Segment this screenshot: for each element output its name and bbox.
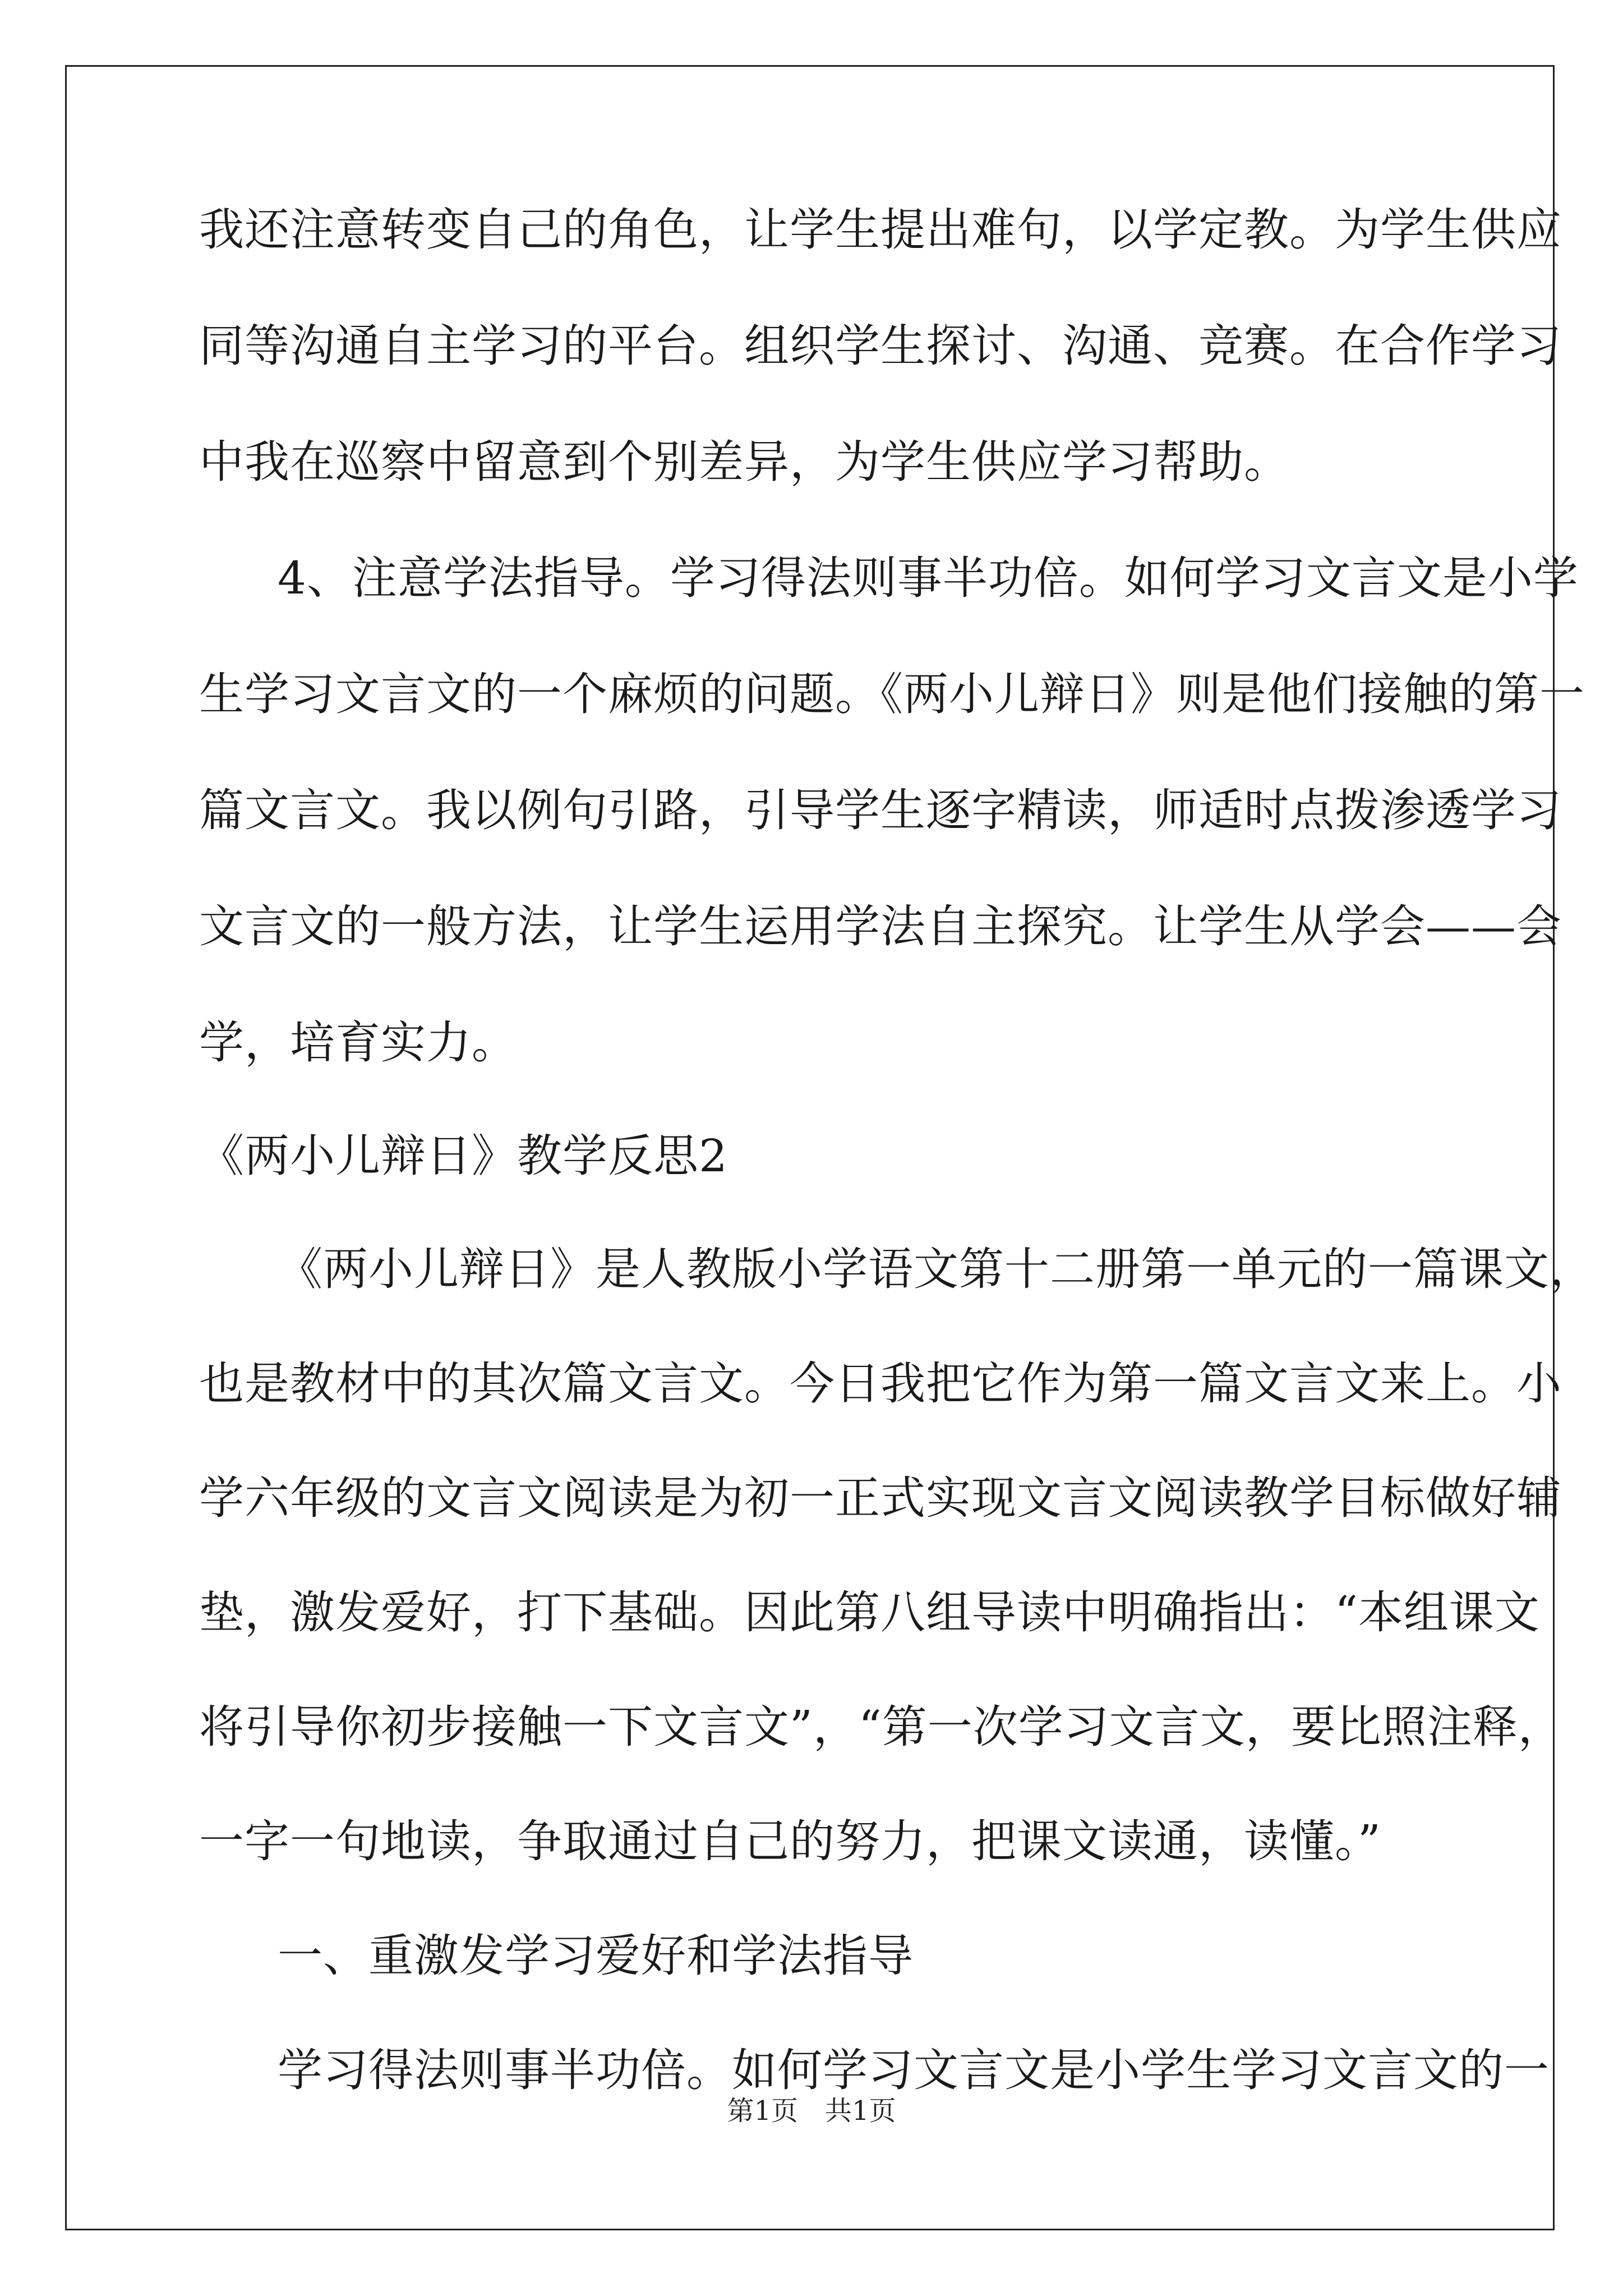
- text-line: 篇文言文。我以例句引路，引导学生逐字精读，师适时点拨渗透学习: [199, 784, 1562, 836]
- text-line: 一字一句地读，争取通过自己的努力，把课文读通，读懂。”: [199, 1815, 1381, 1867]
- text-line: 也是教材中的其次篇文言文。今日我把它作为第一篇文言文来上。小: [199, 1358, 1562, 1410]
- subsection-heading: 一、重激发学习爱好和学法指导: [278, 1930, 914, 1982]
- text-line: 垫，激发爱好，打下基础。因此第八组导读中明确指出：“本组课文: [199, 1586, 1540, 1639]
- text-line: 同等沟通自主学习的平台。组织学生探讨、沟通、竞赛。在合作学习: [199, 320, 1562, 372]
- text-line: 学，培育实力。: [199, 1016, 517, 1069]
- text-line: 生学习文言文的一个麻烦的问题。《两小儿辩日》则是他们接触的第一: [199, 668, 1585, 720]
- text-line: 文言文的一般方法，让学生运用学法自主探究。让学生从学会——会: [199, 900, 1562, 953]
- text-line: 学习得法则事半功倍。如何学习文言文是小学生学习文言文的一: [278, 2044, 1550, 2096]
- section-heading: 《两小儿辩日》教学反思2: [199, 1130, 728, 1182]
- text-line: 学六年级的文言文阅读是为初一正式实现文言文阅读教学目标做好辅: [199, 1472, 1562, 1524]
- text-line: 中我在巡察中留意到个别差异，为学生供应学习帮助。: [199, 436, 1289, 488]
- text-line: 将引导你初步接触一下文言文”，“第一次学习文言文，要比照注释，: [199, 1701, 1564, 1753]
- text-line: 我还注意转变自己的角色，让学生提出难句，以学定教。为学生供应: [199, 204, 1562, 256]
- page-number: 第1页 共1页: [727, 2095, 896, 2127]
- text-line: 4、注意学法指导。学习得法则事半功倍。如何学习文言文是小学: [278, 552, 1579, 604]
- text-line: 《两小儿辩日》是人教版小学语文第十二册第一单元的一篇课文，: [278, 1243, 1595, 1295]
